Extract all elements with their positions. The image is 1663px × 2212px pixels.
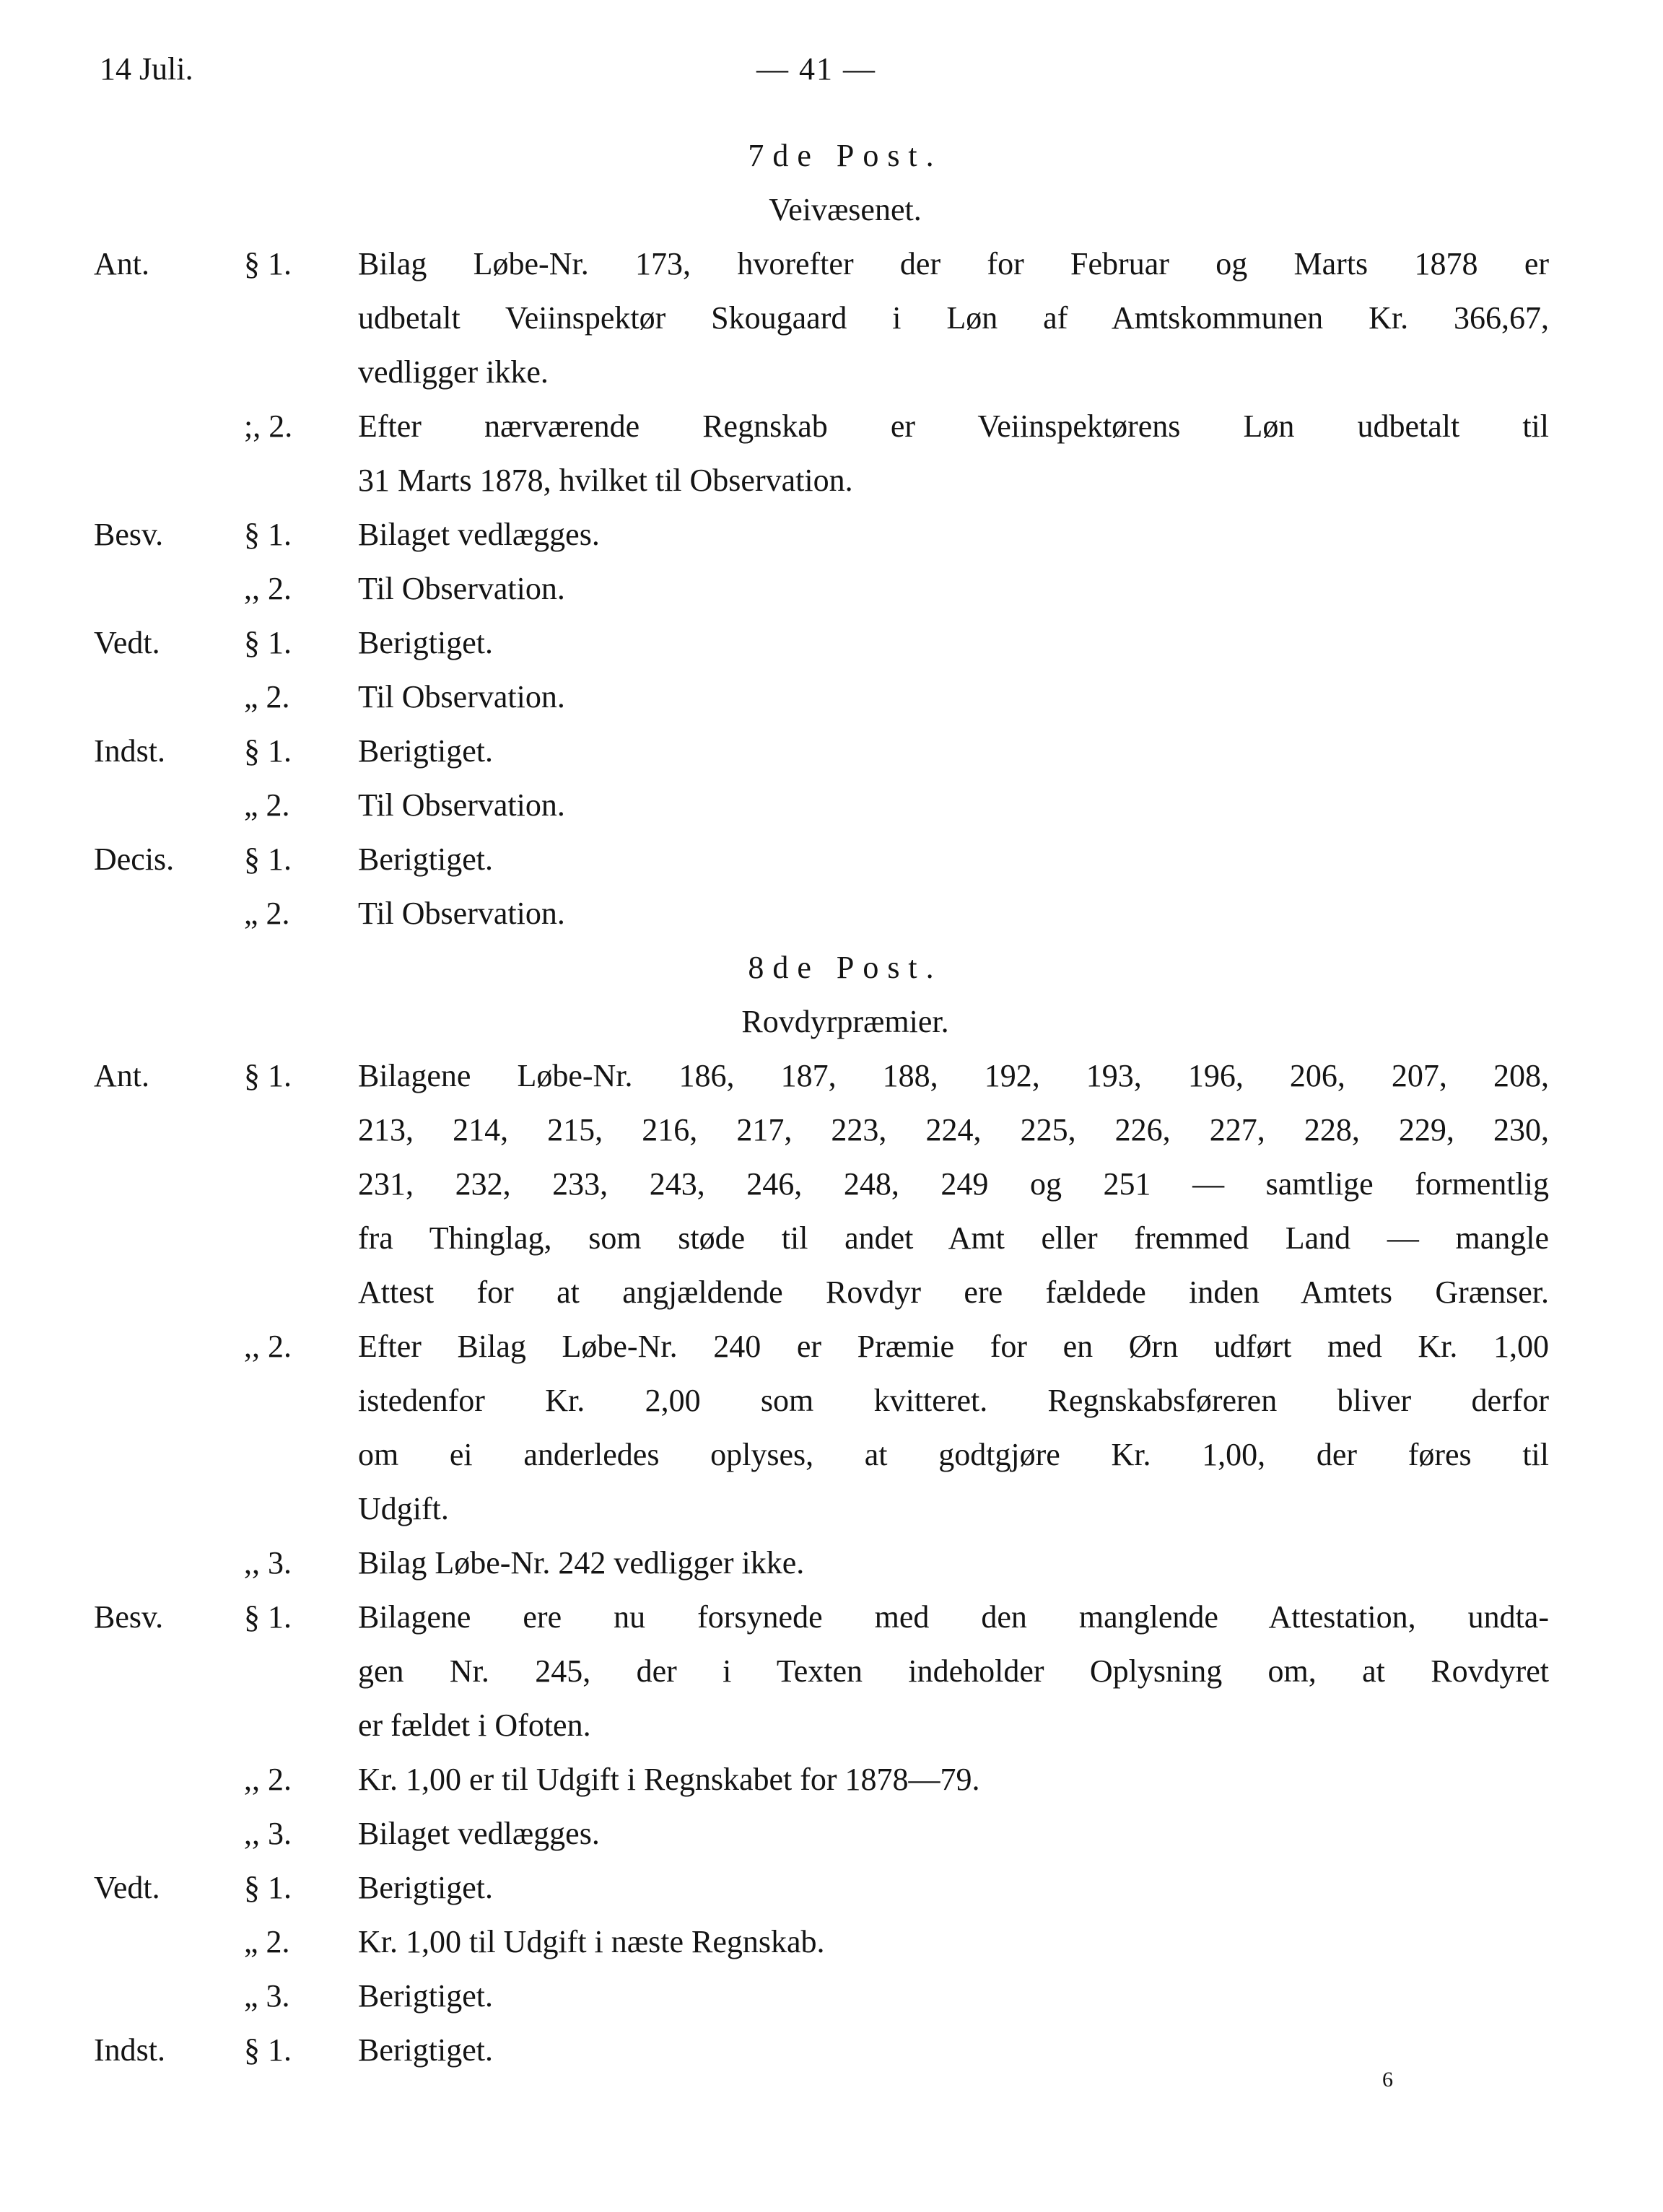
line-text: Efter nærværende Regnskab er Veiinspektørens Løn udbetalt til (358, 408, 1549, 444)
section-heading: 8de Post. (748, 950, 943, 985)
paragraph-marker: § 1. (244, 1599, 292, 1635)
text-line (0, 1373, 1663, 1428)
paragraph-marker: § 1. (244, 517, 292, 552)
header-date: 14 Juli. (100, 51, 193, 87)
line-text: gen Nr. 245, der i Texten indeholder Oplysning om, at Rovdyret (358, 1653, 1549, 1689)
line-label: Vedt. (94, 1870, 160, 1905)
text-line (0, 1698, 1663, 1752)
line-text: Efter Bilag Løbe-Nr. 240 er Præmie for en Ørn udført med Kr. 1,00 (358, 1329, 1549, 1364)
line-text: Til Observation. (358, 787, 565, 823)
paragraph-marker: § 1. (244, 841, 292, 877)
text-line (0, 1049, 1663, 1103)
text-line (0, 832, 1663, 886)
line-text: Bilaget vedlægges. (358, 1816, 600, 1851)
text-line (0, 345, 1663, 399)
line-text: Bilaget vedlægges. (358, 517, 600, 552)
line-label: Ant. (94, 1058, 149, 1093)
line-text: Berigtiget. (358, 841, 493, 877)
paragraph-marker: § 1. (244, 246, 292, 281)
line-text: Til Observation. (358, 571, 565, 606)
text-line (0, 1157, 1663, 1211)
paragraph-marker: § 1. (244, 625, 292, 660)
text-line (0, 1969, 1663, 2023)
line-text: Udgift. (358, 1491, 449, 1526)
page-number: — 41 — (756, 51, 876, 87)
paragraph-marker: § 1. (244, 1058, 292, 1093)
section-heading: Rovdyrpræmier. (741, 1004, 949, 1039)
line-text: er fældet i Ofoten. (358, 1708, 591, 1743)
line-text: Berigtiget. (358, 1870, 493, 1905)
paragraph-marker: ,, 2. (244, 571, 292, 606)
paragraph-marker: ;, 2. (244, 408, 293, 444)
line-text: Berigtiget. (358, 1978, 493, 2014)
line-label: Ant. (94, 246, 149, 281)
text-line (0, 616, 1663, 670)
line-label: Vedt. (94, 625, 160, 660)
text-line (0, 507, 1663, 561)
text-line (0, 453, 1663, 507)
line-text: 213, 214, 215, 216, 217, 223, 224, 225, 226, 227, 228, 229, 230, (358, 1112, 1549, 1147)
text-line (0, 1644, 1663, 1698)
line-text: Attest for at angjældende Rovdyr ere fældede inden Amtets Grænser. (358, 1275, 1549, 1310)
text-line (0, 399, 1663, 453)
text-line (0, 237, 1663, 291)
paragraph-marker: § 1. (244, 733, 292, 769)
line-text: Til Observation. (358, 679, 565, 714)
line-label: Besv. (94, 1599, 164, 1635)
line-text: Kr. 1,00 til Udgift i næste Regnskab. (358, 1924, 825, 1959)
text-line (0, 1211, 1663, 1265)
text-line (0, 1536, 1663, 1590)
page-header (0, 51, 1663, 101)
text-line (0, 1861, 1663, 1915)
text-line (0, 561, 1663, 616)
line-text: Berigtiget. (358, 625, 493, 660)
paragraph-marker: „ 2. (244, 679, 290, 714)
text-line (0, 1915, 1663, 1969)
text-line (0, 670, 1663, 724)
line-text: udbetalt Veiinspektør Skougaard i Løn af Amtskommunen Kr. 366,67, (358, 300, 1549, 336)
text-line (0, 291, 1663, 345)
text-line (0, 1752, 1663, 1806)
line-text: istedenfor Kr. 2,00 som kvitteret. Regnskabsføreren bliver derfor (358, 1383, 1549, 1418)
text-line (0, 1590, 1663, 1644)
line-label: Besv. (94, 517, 164, 552)
line-text: Bilagene ere nu forsynede med den manglende Attestation, undta- (358, 1599, 1549, 1635)
paragraph-marker: „ 2. (244, 787, 290, 823)
line-label: Decis. (94, 841, 175, 877)
paragraph-marker: § 1. (244, 2032, 292, 2068)
text-line (0, 2023, 1663, 2077)
line-text: Bilagene Løbe-Nr. 186, 187, 188, 192, 193, 196, 206, 207, 208, (358, 1058, 1549, 1093)
text-line (0, 1806, 1663, 1861)
text-line (0, 1103, 1663, 1157)
text-line (0, 1428, 1663, 1482)
line-text: Berigtiget. (358, 733, 493, 769)
line-text: om ei anderledes oplyses, at godtgjøre Kr. 1,00, der føres til (358, 1437, 1549, 1472)
paragraph-marker: ,, 2. (244, 1329, 292, 1364)
text-line (0, 1265, 1663, 1319)
section-heading: Veivæsenet. (769, 192, 922, 227)
text-line (0, 1482, 1663, 1536)
section-heading: 7de Post. (748, 138, 943, 173)
line-label: Indst. (94, 733, 165, 769)
line-text: 31 Marts 1878, hvilket til Observation. (358, 463, 853, 498)
text-line (0, 886, 1663, 940)
line-text: vedligger ikke. (358, 354, 549, 390)
paragraph-marker: ,, 3. (244, 1545, 292, 1581)
line-text: fra Thinglag, som støde til andet Amt eller fremmed Land — mangle (358, 1220, 1549, 1256)
paragraph-marker: § 1. (244, 1870, 292, 1905)
paragraph-marker: „ 3. (244, 1978, 290, 2014)
paragraph-marker: „ 2. (244, 1924, 290, 1959)
paragraph-marker: ,, 2. (244, 1762, 292, 1797)
line-text: Bilag Løbe-Nr. 242 vedligger ikke. (358, 1545, 805, 1581)
line-text: Kr. 1,00 er til Udgift i Regnskabet for 1878—79. (358, 1762, 980, 1797)
line-text: 231, 232, 233, 243, 246, 248, 249 og 251 — samtlige formentlig (358, 1166, 1549, 1202)
text-line (0, 724, 1663, 778)
paragraph-marker: ,, 3. (244, 1816, 292, 1851)
line-text: Til Observation. (358, 896, 565, 931)
footer-mark: 6 (1382, 2068, 1393, 2091)
text-line (0, 1319, 1663, 1373)
line-text: Berigtiget. (358, 2032, 493, 2068)
line-label: Indst. (94, 2032, 165, 2068)
text-line (0, 778, 1663, 832)
paragraph-marker: „ 2. (244, 896, 290, 931)
document-body (0, 128, 1663, 2077)
line-text: Bilag Løbe-Nr. 173, hvorefter der for Februar og Marts 1878 er (358, 246, 1549, 281)
